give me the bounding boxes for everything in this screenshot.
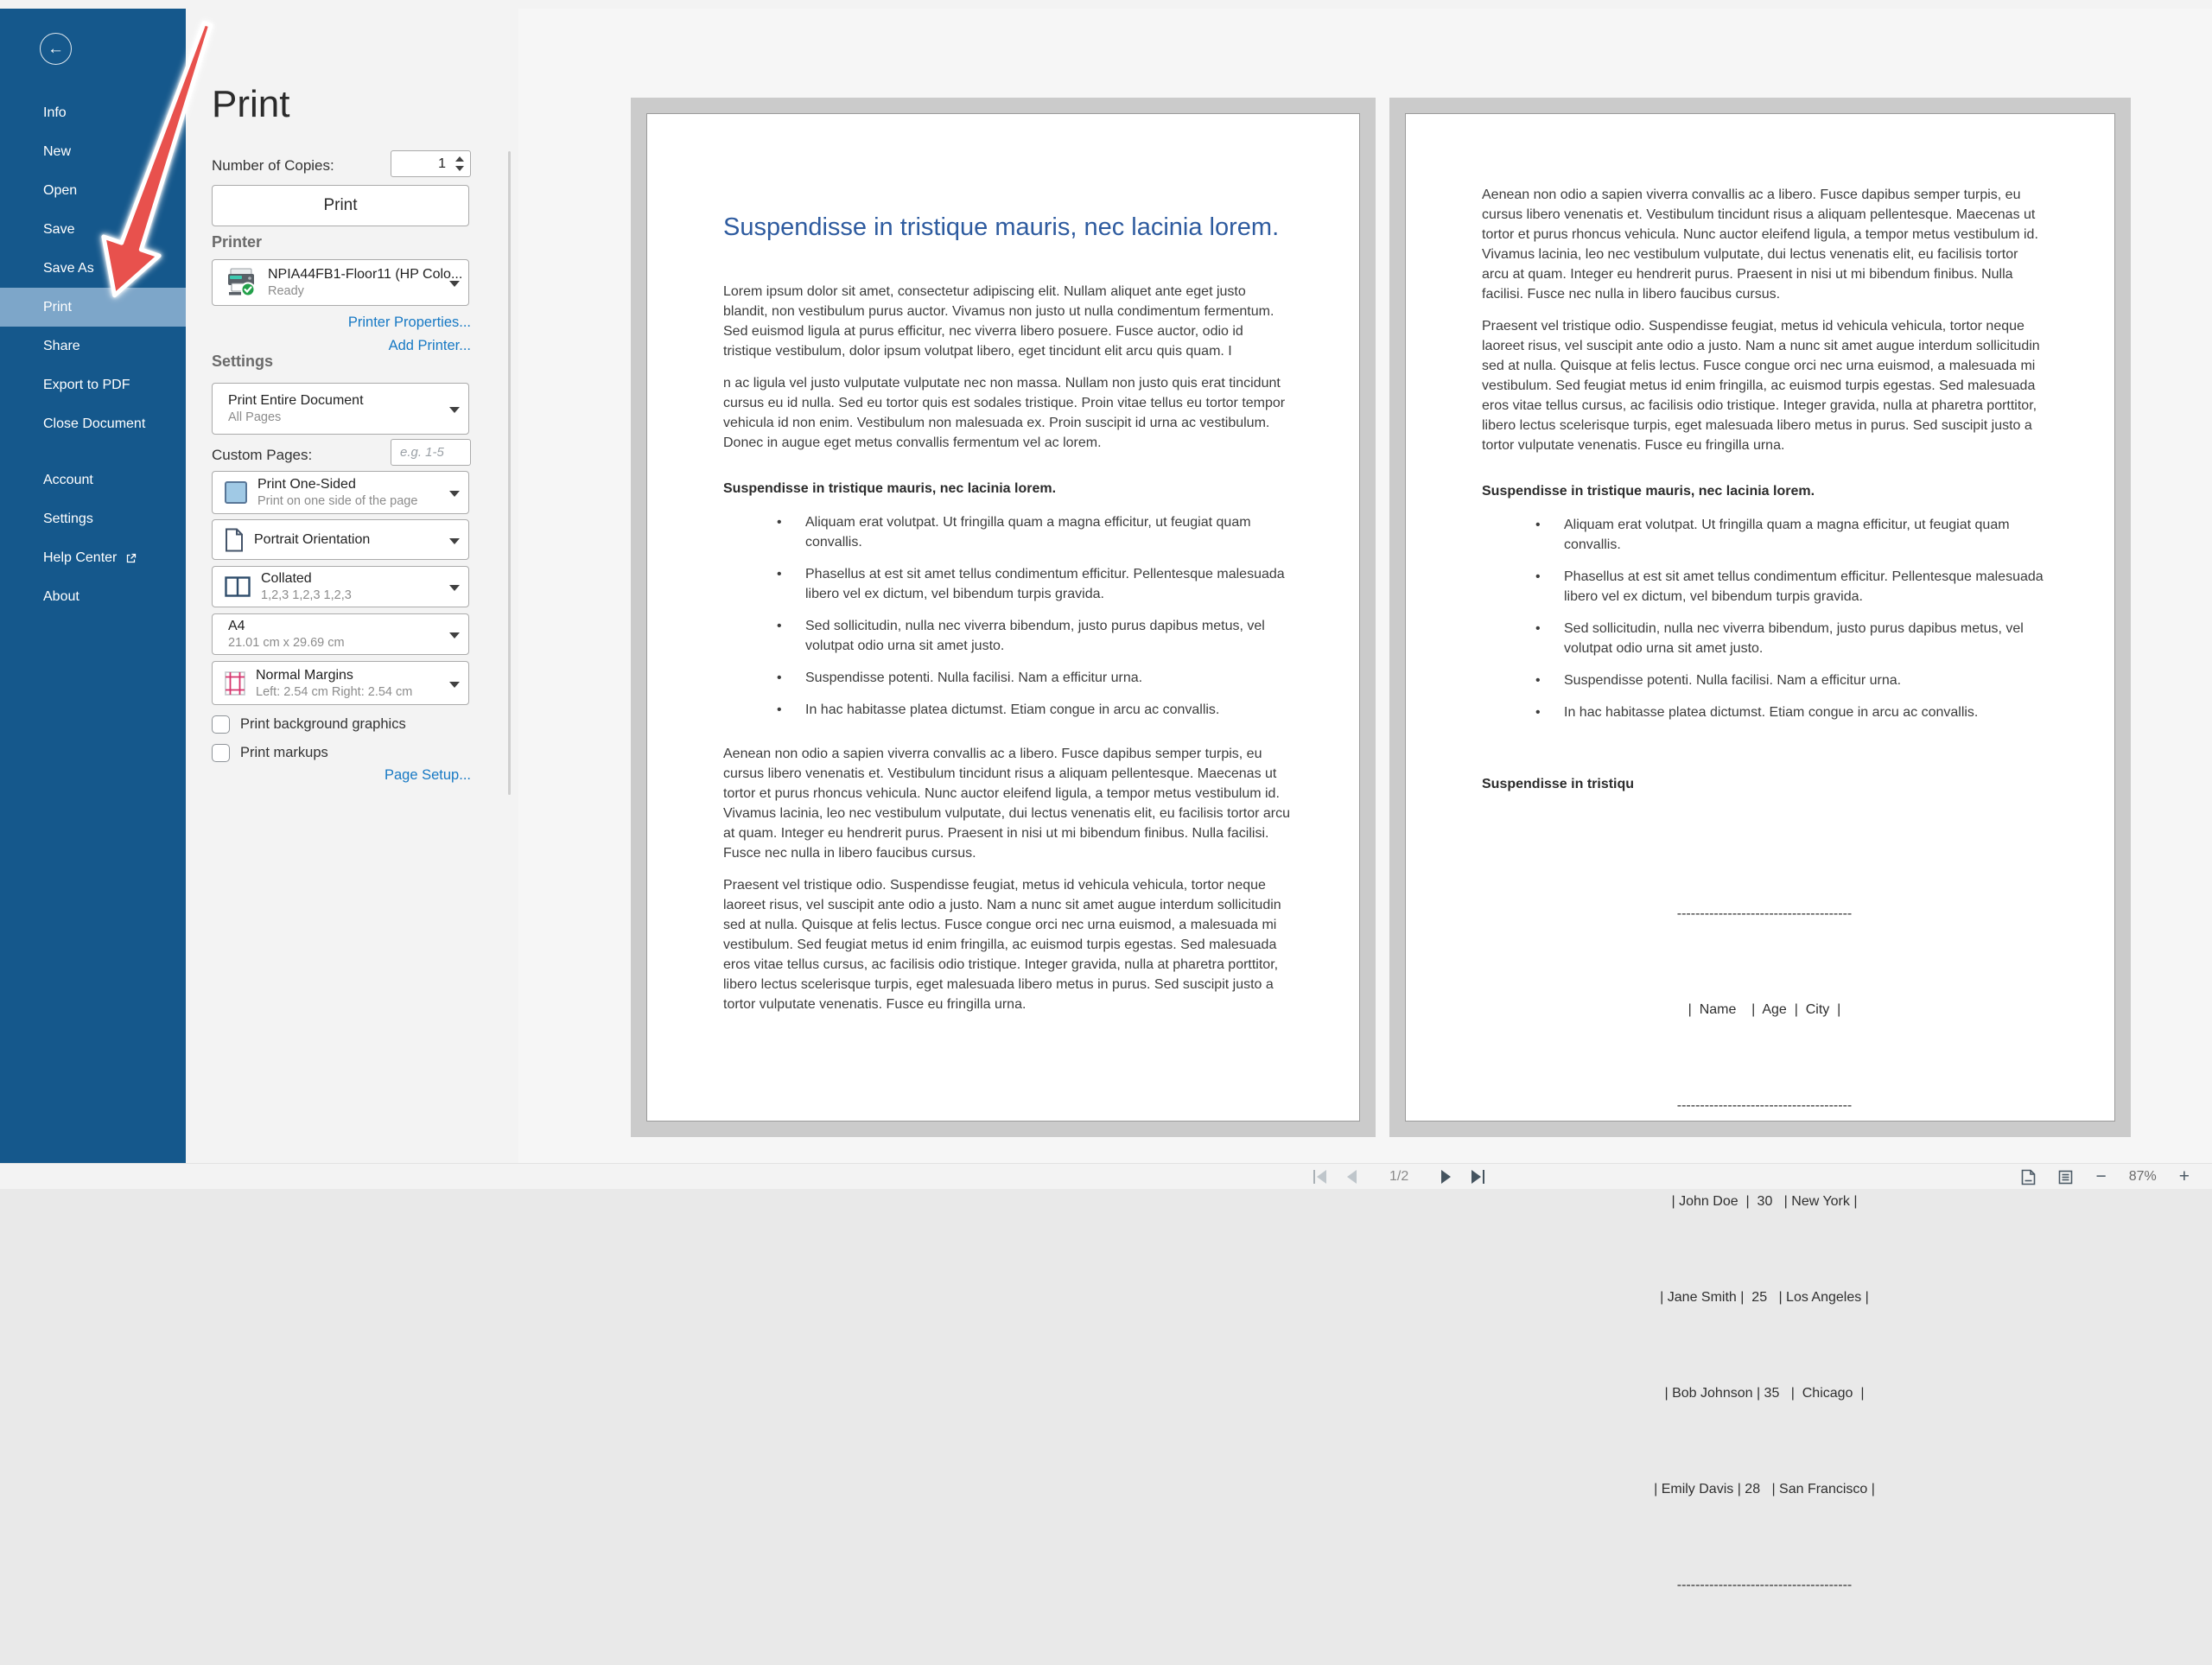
- table-row: | Emily Davis | 28 | San Francisco |: [1654, 1482, 1875, 1497]
- margins-dropdown[interactable]: [212, 661, 469, 705]
- chevron-down-icon: [449, 632, 460, 639]
- bullet-list: [1482, 515, 2047, 722]
- printer-properties-link[interactable]: Printer Properties...: [347, 315, 471, 330]
- bullet-list: [723, 512, 1292, 720]
- page-title: Print: [212, 83, 290, 125]
- copies-label: Number of Copies:: [212, 157, 334, 174]
- spinner-up-icon[interactable]: [455, 156, 464, 162]
- print-background-graphics-checkbox[interactable]: [212, 715, 230, 734]
- table-line: --------------------------------------: [1676, 1098, 1853, 1113]
- spinner-down-icon[interactable]: [455, 166, 464, 171]
- sidebar-item-settings[interactable]: Settings: [43, 512, 93, 526]
- paper-size-value: A4: [228, 619, 245, 633]
- paragraph: Praesent vel tristique odio. Suspendisse feugiat, metus id vehicula vehicula, tortor neque laoreet risus, vel suscipit ante odio a justo. Nam a nunc sit amet augue interdum sollicitudin sed at nulla. Quisque at felis lectus. Fusce congue orci nec urna euismod, a malesuada mi vestibulum. Sed feugiat metus id enim fringilla, ac euismod turpis egestas. Sed malesuada eros vitae tellus cursus, ac facilisis odio tristique. Integer gravida, nulla at pharetra porttitor, libero lectus scelerisque turpis, eget malesuada libero metus in purus. Sed suscipit justo a tortor vulputate venenatis. Fusce eu fringilla urna.: [723, 878, 1281, 1012]
- document-heading: Suspendisse in tristique mauris, nec lacinia lorem.: [723, 481, 1057, 496]
- fit-page-icon: [2021, 1169, 2036, 1185]
- sidebar-item-account[interactable]: Account: [43, 473, 93, 487]
- sidebar-item-share[interactable]: Share: [43, 339, 80, 353]
- next-page-button[interactable]: [1441, 1170, 1451, 1184]
- bullet-item: • Suspendisse potenti. Nulla facilisi. Nam a efficitur urna.: [1535, 670, 2047, 690]
- back-button[interactable]: ←: [40, 33, 72, 65]
- fit-width-icon: [2058, 1170, 2073, 1185]
- table-line: --------------------------------------: [1676, 1578, 1853, 1592]
- paragraph: Praesent vel tristique odio. Suspendisse feugiat, metus id vehicula vehicula, tortor neque laoreet risus, vel suscipit ante odio a justo. Nam a nunc sit amet augue interdum sollicitudin sed at nulla. Quisque at felis lectus. Fusce congue orci nec urna euismod, a malesuada mi vestibulum. Sed feugiat metus id enim fringilla, ac euismod turpis egestas. Sed malesuada eros vitae tellus cursus, ac facilisis odio tristique. Integer gravida, nulla at pharetra porttitor, libero lectus scelerisque turpis, eget malesuada libero metus in purus. Sed suscipit justo a tortor vulputate venenatis. Fusce eu fringilla urna.: [1482, 319, 2040, 453]
- zoom-in-button[interactable]: +: [2178, 1166, 2190, 1186]
- document-heading: Suspendisse in tristique mauris, nec lacinia lorem.: [1482, 484, 1815, 499]
- printer-icon: [225, 268, 257, 297]
- table-row: | John Doe | 30 | New York |: [1671, 1194, 1858, 1209]
- bullet-item: • In hac habitasse platea dictumst. Etiam congue in arcu ac convallis.: [1535, 702, 2047, 722]
- sidebar-item-info[interactable]: Info: [43, 105, 67, 120]
- sidebar-item-new[interactable]: New: [43, 144, 72, 159]
- settings-section-label: Settings: [212, 353, 274, 370]
- ascii-table: [1482, 834, 2047, 1665]
- bullet-item: • Suspendisse potenti. Nulla facilisi. Nam a efficitur urna.: [777, 668, 1292, 688]
- printer-dropdown[interactable]: [212, 259, 469, 306]
- print-range-dropdown[interactable]: [212, 383, 469, 435]
- page-indicator: 1/2: [1389, 1169, 1409, 1184]
- sidebar-item-save-as[interactable]: Save As: [43, 261, 94, 276]
- copies-spinner[interactable]: [391, 150, 471, 177]
- sidebar-item-export-to-pdf[interactable]: Export to PDF: [43, 378, 130, 392]
- zoom-controls: [2021, 1164, 2190, 1190]
- sidebar-nav: [0, 93, 186, 616]
- print-sides-dropdown[interactable]: [212, 471, 469, 514]
- bullet-item: • Phasellus at est sit amet tellus condimentum efficitur. Pellentesque malesuada libero vel ex dictum, vel bibendum turpis gravida.: [777, 564, 1292, 604]
- fit-width-button[interactable]: [2058, 1170, 2073, 1185]
- backstage-sidebar: [0, 9, 186, 1189]
- preview-page-1: [631, 98, 1376, 1137]
- sidebar-divider-gap: [0, 443, 186, 461]
- orientation-value: Portrait Orientation: [254, 531, 371, 547]
- document-heading-truncated: Suspendisse in tristiqu: [1482, 777, 1635, 791]
- print-range-value: Print Entire Document: [228, 393, 364, 408]
- print-settings-panel: [186, 9, 518, 1163]
- paragraph: Lorem ipsum dolor sit amet, consectetur adipiscing elit. Nullam aliquet ante eget justo blandit, non vestibulum purus auctor. Vivamus non justo ut nulla condimentum fermentum. Sed euismod ligula at purus efficitur, nec viverra libero posuere. Fusce auctor, odio id tristique vestibulum, dolor ipsum volutpat libero, eget tincidunt elit arcu quis quam. I: [723, 284, 1274, 359]
- one-sided-icon: [225, 481, 247, 504]
- print-sides-value: Print One-Sided: [257, 477, 356, 492]
- print-sides-subtitle: Print on one side of the page: [257, 494, 418, 508]
- collation-value: Collated: [261, 571, 312, 586]
- zoom-out-button[interactable]: −: [2095, 1166, 2107, 1186]
- print-range-subtitle: All Pages: [228, 410, 282, 424]
- collated-icon: [225, 576, 251, 597]
- last-page-icon: [1471, 1170, 1481, 1184]
- table-row: | Jane Smith | 25 | Los Angeles |: [1660, 1290, 1869, 1305]
- sidebar-item-close-document[interactable]: Close Document: [43, 416, 146, 431]
- bullet-item: • Sed sollicitudin, nulla nec viverra bibendum, justo purus dapibus metus, vel volutpat odio urna sit amet justo.: [1535, 619, 2047, 658]
- bullet-item: • Aliquam erat volutpat. Ut fringilla quam a magna efficitur, ut feugiat quam convallis.: [1535, 515, 2047, 555]
- custom-pages-input[interactable]: [391, 439, 471, 466]
- print-background-graphics-label: Print background graphics: [240, 716, 406, 732]
- paper-size-subtitle: 21.01 cm x 29.69 cm: [228, 636, 345, 650]
- print-button[interactable]: Print: [212, 185, 469, 226]
- custom-pages-label: Custom Pages:: [212, 447, 313, 463]
- first-page-icon: [1317, 1170, 1326, 1184]
- table-row: | Bob Johnson | 35 | Chicago |: [1664, 1386, 1865, 1401]
- last-page-button[interactable]: [1471, 1170, 1484, 1184]
- margins-value: Normal Margins: [256, 667, 353, 683]
- portrait-page-icon: [225, 528, 244, 552]
- chevron-down-icon: [449, 682, 460, 688]
- external-link-icon: [125, 552, 137, 564]
- fit-page-button[interactable]: [2021, 1169, 2036, 1185]
- previous-page-button[interactable]: [1347, 1170, 1357, 1184]
- document-title: Suspendisse in tristique mauris, nec lacinia lorem.: [723, 213, 1280, 241]
- sidebar-item-print[interactable]: Print: [0, 288, 186, 327]
- chevron-down-icon: [449, 281, 460, 287]
- print-background-graphics-row: [212, 715, 406, 734]
- document-page-1: [646, 113, 1360, 1122]
- chevron-down-icon: [449, 491, 460, 497]
- bullet-item: • Phasellus at est sit amet tellus condimentum efficitur. Pellentesque malesuada libero vel ex dictum, vel bibendum turpis gravida.: [1535, 567, 2047, 607]
- page-setup-link[interactable]: Page Setup...: [385, 767, 471, 783]
- printer-name: NPIA44FB1-Floor11 (HP Colo...: [268, 267, 463, 282]
- bullet-item: • Sed sollicitudin, nulla nec viverra bibendum, justo purus dapibus metus, vel volutpat odio urna sit amet justo.: [777, 616, 1292, 656]
- copies-spinner-arrows: [453, 156, 470, 171]
- document-page-2: [1405, 113, 2115, 1592]
- paragraph: Aenean non odio a sapien viverra convallis ac a libero. Fusce dapibus semper turpis, eu cursus libero venenatis et. Vestibulum tincidunt risus a aliquam pellentesque. Maecenas ut tortor et purus rhoncus vehicula. Nunc auctor eleifend ligula, a tempor metus vestibulum id. Vivamus lacinia, leo nec vestibulum vulputate, dui lectus venenatis elit, eu facilisis tortor arcu at quam. Integer eu hendrerit purus. Praesent in nisi ut mi bibendum finibus. Nulla facilisi. Fusce nec nulla in libero faucibus cursus.: [723, 747, 1291, 861]
- print-markups-row: [212, 744, 328, 762]
- paragraph: n ac ligula vel justo vulputate vulputate nec non massa. Nullam non justo quis erat tincidunt cursus eu id nulla. Sed eu tortor quis est sodales tristique. Proin vitae tellus eu tortor tempor vehicula id non enim. Vestibulum non malesuada ex. Proin suscipit id urna ac vestibulum. Donec in augue eget metus convallis fermentum vel ac lorem.: [723, 376, 1286, 450]
- table-header-row: | Name | Age | City |: [1688, 1002, 1841, 1017]
- add-printer-link[interactable]: Add Printer...: [388, 338, 471, 353]
- printer-status: Ready: [268, 284, 304, 298]
- sidebar-item-about[interactable]: About: [43, 589, 79, 604]
- orientation-dropdown[interactable]: [212, 519, 469, 560]
- paragraph: Aenean non odio a sapien viverra convallis ac a libero. Fusce dapibus semper turpis, eu cursus libero venenatis et. Vestibulum tincidunt risus a aliquam pellentesque. Maecenas ut tortor et purus rhoncus vehicula. Nunc auctor eleifend ligula, a tempor metus vestibulum id. Vivamus lacinia, leo nec vestibulum vulputate, dui lectus venenatis elit, eu facilisis tortor arcu at quam. Integer eu hendrerit purus. Praesent in nisi ut mi bibendum finibus. Nulla facilisi. Fusce nec nulla in libero faucibus cursus.: [1482, 187, 2038, 302]
- print-markups-label: Print markups: [240, 745, 328, 760]
- chevron-down-icon: [449, 538, 460, 544]
- copies-input[interactable]: [391, 156, 453, 172]
- table-line: --------------------------------------: [1676, 906, 1853, 921]
- sidebar-item-help-center[interactable]: Help Center: [0, 538, 186, 577]
- print-markups-checkbox[interactable]: [212, 744, 230, 762]
- zoom-level: 87%: [2128, 1169, 2157, 1184]
- margins-icon: [225, 671, 245, 696]
- paper-size-dropdown[interactable]: [212, 613, 469, 655]
- page-navigation: [1313, 1164, 1484, 1190]
- margins-subtitle: Left: 2.54 cm Right: 2.54 cm: [256, 684, 413, 699]
- sidebar-item-save[interactable]: Save: [43, 222, 75, 237]
- sidebar-item-open[interactable]: Open: [43, 183, 78, 198]
- chevron-down-icon: [449, 407, 460, 413]
- panel-scrollbar[interactable]: [508, 151, 511, 795]
- printer-section-label: Printer: [212, 233, 263, 251]
- status-bar: [0, 1163, 2212, 1189]
- first-page-button[interactable]: [1313, 1170, 1326, 1184]
- collation-dropdown[interactable]: [212, 566, 469, 607]
- bullet-item: • Aliquam erat volutpat. Ut fringilla quam a magna efficitur, ut feugiat quam convallis.: [777, 512, 1292, 552]
- chevron-down-icon: [449, 585, 460, 591]
- collation-subtitle: 1,2,3 1,2,3 1,2,3: [261, 588, 352, 602]
- bullet-item: • In hac habitasse platea dictumst. Etiam congue in arcu ac convallis.: [777, 700, 1292, 720]
